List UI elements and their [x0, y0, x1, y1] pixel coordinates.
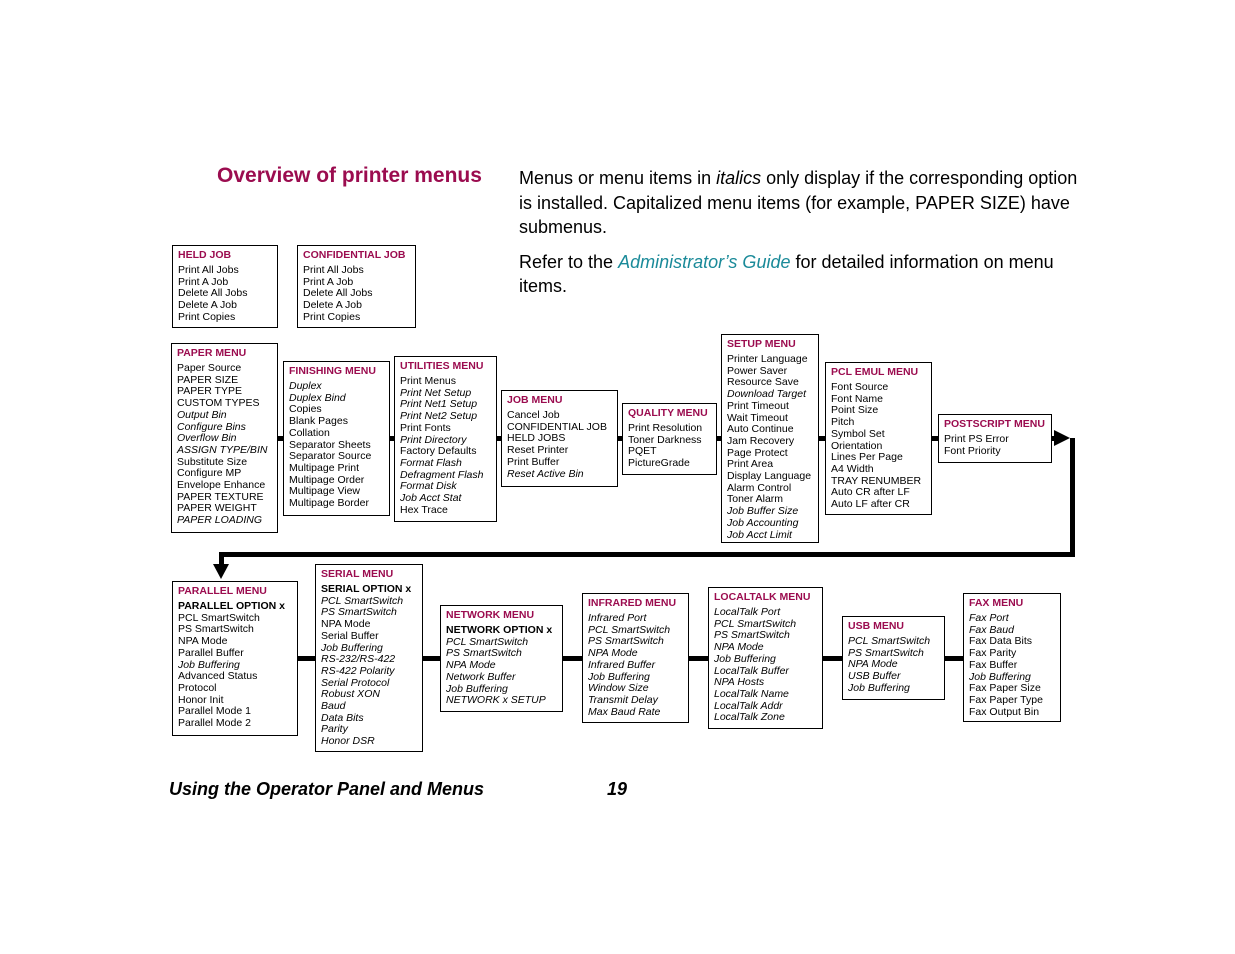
menu-item: Overflow Bin	[177, 432, 237, 445]
pcl-emul-menu	[825, 362, 932, 515]
menu-heading: QUALITY MENU	[628, 407, 708, 419]
menu-item: Separator Source	[289, 450, 372, 463]
menu-item: Job Buffering	[321, 641, 383, 654]
menu-item: Max Baud Rate	[588, 705, 661, 718]
menu-item: SERIAL OPTION x	[321, 583, 412, 595]
menu-item: Configure Bins	[177, 420, 246, 433]
menu-item: PCL SmartSwitch	[848, 635, 931, 647]
menu-item: Delete All Jobs	[178, 287, 248, 300]
menu-item: Print All Jobs	[303, 264, 364, 276]
menu-item: Window Size	[588, 682, 649, 695]
menu-heading: FAX MENU	[969, 597, 1024, 609]
menu-item: NPA Mode	[714, 641, 764, 654]
menu-item: Lines Per Page	[831, 451, 903, 464]
menu-heading: POSTSCRIPT MENU	[944, 418, 1045, 430]
menu-heading: LOCALTALK MENU	[714, 591, 811, 603]
menu-item: Blank Pages	[289, 415, 348, 428]
menu-item: Print Fonts	[400, 421, 451, 434]
menu-heading: FINISHING MENU	[289, 365, 376, 377]
menu-item: Job Buffering	[178, 658, 240, 671]
menu-item: Print Copies	[303, 310, 361, 323]
menu-item: HELD JOBS	[507, 432, 566, 445]
menu-item: Infrared Port	[588, 612, 647, 624]
menu-item: Auto CR after LF	[831, 486, 910, 499]
menu-item: Duplex Bind	[289, 391, 346, 404]
menu-item: PARALLEL OPTION x	[178, 600, 285, 612]
menu-item: Wait Timeout	[727, 411, 788, 424]
menu-heading: SETUP MENU	[727, 338, 796, 350]
menu-item: Transmit Delay	[588, 693, 658, 706]
intro-text-segment: Menus or menu items in	[519, 168, 717, 188]
menu-item: Robust XON	[321, 688, 380, 701]
menu-item: Infrared Buffer	[588, 658, 656, 671]
menu-item: Print Timeout	[727, 399, 789, 412]
menu-item: LocalTalk Port	[714, 606, 781, 618]
menu-item: Auto LF after CR	[831, 498, 910, 511]
menu-heading: PARALLEL MENU	[178, 585, 267, 597]
menu-item: Print All Jobs	[178, 264, 239, 276]
menu-item: LocalTalk Name	[714, 687, 789, 700]
connector-quality-setup	[717, 436, 721, 441]
menu-item: Job Buffering	[969, 670, 1031, 683]
menu-item: NPA Mode	[178, 635, 228, 648]
menu-item: PS SmartSwitch	[588, 635, 664, 648]
intro-italic-word: italics	[716, 168, 762, 188]
connector-paper-finishing	[278, 436, 283, 441]
quality-menu	[622, 403, 717, 475]
menu-item: Print Copies	[178, 310, 236, 323]
menu-item: Envelope Enhance	[177, 479, 266, 492]
menu-item: Format Flash	[400, 456, 462, 469]
menu-item: PAPER TYPE	[177, 385, 242, 398]
menu-item: Toner Darkness	[628, 433, 702, 446]
menu-item: Print Net Setup	[400, 386, 472, 399]
menu-item: Fax Output Bin	[969, 705, 1040, 718]
menu-item: Fax Paper Type	[969, 693, 1043, 706]
menu-item: Parallel Buffer	[178, 646, 244, 659]
flow-arrow-down-icon	[213, 564, 229, 579]
menu-item: Paper Source	[177, 362, 242, 374]
menu-item: Parallel Mode 2	[178, 717, 251, 730]
menu-item: Print Area	[727, 458, 774, 471]
menu-item: RS-232/RS-422	[321, 653, 396, 666]
menu-item: Fax Baud	[969, 623, 1014, 636]
menu-item: Toner Alarm	[727, 493, 784, 506]
intro-text-segment: only display if the corresponding option is installed. Capitalized menu items (for example, PAPER SIZE) have submenus.	[519, 168, 1078, 237]
menu-item: PAPER SIZE	[177, 373, 239, 386]
menu-item: Data Bits	[321, 711, 364, 724]
job-menu	[501, 390, 618, 487]
menu-item: Reset Printer	[507, 444, 569, 457]
menu-heading: SERIAL MENU	[321, 568, 394, 580]
menu-item: NPA Hosts	[714, 676, 765, 689]
menu-heading: CONFIDENTIAL JOB	[303, 249, 406, 261]
menu-item: Print Resolution	[628, 422, 703, 434]
menu-item: Symbol Set	[831, 427, 885, 440]
intro-paragraph-2	[519, 250, 1089, 299]
menu-item: Honor Init	[178, 693, 224, 706]
menu-item: Print Net1 Setup	[400, 398, 478, 411]
utilities-menu	[394, 356, 497, 522]
menu-heading: USB MENU	[848, 620, 905, 632]
connector-serial-network	[423, 656, 440, 661]
menu-item: Page Protect	[727, 446, 788, 459]
menu-item: Cancel Job	[507, 409, 560, 421]
menu-item: Parallel Mode 1	[178, 705, 251, 718]
menu-item: Multipage View	[289, 485, 361, 498]
menu-item: Duplex	[289, 380, 322, 392]
menu-item: PS SmartSwitch	[321, 606, 397, 619]
menu-item: USB Buffer	[848, 670, 901, 683]
menu-item: PAPER TEXTURE	[177, 490, 264, 503]
menu-item: Print Menus	[400, 375, 457, 387]
menu-item: NETWORK OPTION x	[446, 624, 553, 636]
menu-item: PCL SmartSwitch	[446, 635, 529, 648]
menu-item: Print PS Error	[944, 433, 1009, 445]
menu-item: Print Net2 Setup	[400, 410, 478, 423]
network-menu	[440, 605, 563, 712]
menu-item: PAPER WEIGHT	[177, 502, 257, 515]
connector-network-infrared	[563, 656, 582, 661]
menu-item: PS SmartSwitch	[714, 629, 790, 642]
menu-heading: PCL EMUL MENU	[831, 366, 919, 378]
menu-item: Print A Job	[178, 275, 229, 288]
menu-item: CONFIDENTIAL JOB	[507, 420, 607, 433]
menu-item: Baud	[321, 700, 346, 713]
menu-item: Job Buffering	[588, 670, 650, 683]
menu-item: Fax Data Bits	[969, 635, 1033, 648]
menu-item: Print A Job	[303, 275, 354, 288]
menu-item: Job Buffer Size	[727, 505, 799, 518]
menu-item: A4 Width	[831, 462, 874, 475]
menu-item: PCL SmartSwitch	[714, 617, 797, 630]
menu-item: Fax Port	[969, 612, 1009, 624]
menu-heading: NETWORK MENU	[446, 609, 535, 621]
menu-item: Resource Save	[727, 376, 799, 389]
menu-item: PS SmartSwitch	[178, 623, 254, 636]
flow-arrow-right-icon	[1054, 430, 1070, 446]
intro-paragraph-1	[519, 166, 1089, 240]
menu-item: PQET	[628, 445, 657, 458]
postscript-menu	[938, 414, 1052, 463]
menu-item: Configure MP	[177, 467, 242, 480]
confidential-job-menu	[297, 245, 416, 328]
menu-item: Multipage Print	[289, 461, 360, 474]
connector-usb-fax	[945, 656, 963, 661]
menu-item: Download Target	[727, 388, 806, 401]
menu-item: PS SmartSwitch	[446, 647, 522, 660]
intro-text	[519, 166, 1089, 309]
menu-item: NPA Mode	[848, 658, 898, 671]
menu-item: Printer Language	[727, 353, 808, 365]
menu-item: Serial Buffer	[321, 629, 379, 642]
parallel-menu	[172, 581, 298, 736]
footer-page-number: 19	[607, 779, 628, 799]
menu-item: Fax Buffer	[969, 658, 1018, 671]
menu-item: Advanced Status	[178, 670, 258, 683]
menu-item: Job Buffering	[714, 652, 776, 665]
menu-item: TRAY RENUMBER	[831, 474, 922, 487]
menu-heading: INFRARED MENU	[588, 597, 677, 609]
menu-item: Defragment Flash	[400, 468, 484, 481]
serial-menu	[315, 564, 423, 752]
localtalk-menu	[708, 587, 823, 729]
menu-item: NPA Mode	[446, 659, 496, 672]
menu-item: Substitute Size	[177, 455, 248, 468]
menu-heading: PAPER MENU	[177, 347, 247, 359]
menu-item: PCL SmartSwitch	[588, 623, 671, 636]
menu-item: PCL SmartSwitch	[178, 611, 260, 624]
finishing-menu	[283, 361, 390, 516]
menu-item: Reset Active Bin	[507, 467, 584, 480]
menu-item: Delete All Jobs	[303, 287, 373, 300]
setup-menu	[721, 334, 819, 543]
menu-item: Jam Recovery	[727, 434, 795, 447]
menu-item: Auto Continue	[727, 423, 794, 436]
connector-finishing-utilities	[390, 436, 394, 441]
menu-item: Alarm Control	[727, 481, 792, 494]
connector-infrared-localtalk	[689, 656, 708, 661]
menu-item: Pitch	[831, 416, 855, 429]
menu-item: Multipage Order	[289, 473, 365, 486]
wrap-connector-vertical	[1070, 438, 1075, 557]
connector-localtalk-usb	[823, 656, 842, 661]
intro-text-segment: Refer to the	[519, 251, 619, 272]
menu-item: NETWORK x SETUP	[446, 694, 546, 707]
menu-item: Fax Paper Size	[969, 682, 1041, 695]
menu-item: Collation	[289, 426, 330, 439]
menu-item: PCL SmartSwitch	[321, 594, 404, 607]
menu-item: Print Buffer	[507, 455, 560, 468]
menu-item: PAPER LOADING	[177, 514, 262, 527]
menu-item: Output Bin	[177, 408, 227, 421]
wrap-connector-horizontal	[219, 552, 1075, 557]
menu-item: PS SmartSwitch	[848, 646, 924, 659]
menu-item: NPA Mode	[588, 647, 638, 660]
menu-heading: HELD JOB	[178, 249, 232, 261]
menu-item: Job Buffering	[446, 682, 508, 695]
menu-item: Format Disk	[400, 480, 457, 493]
menu-item: Delete A Job	[178, 299, 237, 312]
connector-setup-pcl	[819, 436, 825, 441]
connector-parallel-serial	[298, 656, 315, 661]
page-title: Overview of printer menus	[217, 164, 482, 187]
menu-item: Hex Trace	[400, 503, 448, 516]
connector-job-quality	[618, 436, 622, 441]
menu-item: Copies	[289, 403, 322, 416]
menu-item: Font Name	[831, 392, 883, 405]
menu-item: Multipage Border	[289, 497, 369, 510]
menu-item: Display Language	[727, 470, 812, 483]
usb-menu	[842, 616, 945, 700]
menu-item: Factory Defaults	[400, 445, 477, 458]
paper-menu	[171, 343, 278, 533]
menu-item: Parity	[321, 723, 348, 736]
menu-heading: UTILITIES MENU	[400, 360, 484, 372]
menu-item: LocalTalk Buffer	[714, 664, 789, 677]
menu-item: Fax Parity	[969, 647, 1017, 660]
menu-item: Print Directory	[400, 433, 467, 446]
menu-item: Separator Sheets	[289, 438, 371, 451]
menu-item: Network Buffer	[446, 670, 516, 683]
menu-item: Job Buffering	[848, 681, 910, 694]
menu-item: Font Priority	[944, 444, 1001, 457]
menu-item: Power Saver	[727, 364, 788, 377]
administrators-guide-link[interactable]: Administrator’s Guide	[618, 251, 791, 272]
footer-section-title: Using the Operator Panel and Menus	[169, 779, 485, 799]
menu-item: NPA Mode	[321, 618, 371, 631]
menu-item: Protocol	[178, 681, 217, 694]
connector-pcl-postscript	[932, 436, 938, 441]
menu-item: LocalTalk Zone	[714, 711, 785, 724]
menu-item: Honor DSR	[321, 735, 375, 748]
menu-item: Font Source	[831, 381, 889, 393]
menu-item: Job Acct Limit	[727, 528, 792, 541]
menu-item: PictureGrade	[628, 457, 690, 470]
held-job-menu	[172, 245, 278, 328]
menu-item: ASSIGN TYPE/BIN	[177, 443, 268, 456]
menu-item: Serial Protocol	[321, 676, 390, 689]
menu-item: Job Acct Stat	[400, 492, 462, 505]
intro-text-segment: for detailed information on menu items.	[519, 251, 1054, 296]
connector-utilities-job	[497, 436, 501, 441]
menu-item: LocalTalk Addr	[714, 699, 783, 712]
menu-item: Job Accounting	[727, 516, 799, 529]
menu-item: CUSTOM TYPES	[177, 397, 260, 410]
menu-item: RS-422 Polarity	[321, 664, 395, 677]
menu-item: Delete A Job	[303, 299, 362, 312]
menu-item: Orientation	[831, 439, 883, 452]
menu-item: Point Size	[831, 404, 879, 417]
menu-heading: JOB MENU	[507, 394, 563, 406]
infrared-menu	[582, 593, 689, 723]
fax-menu	[963, 593, 1061, 722]
